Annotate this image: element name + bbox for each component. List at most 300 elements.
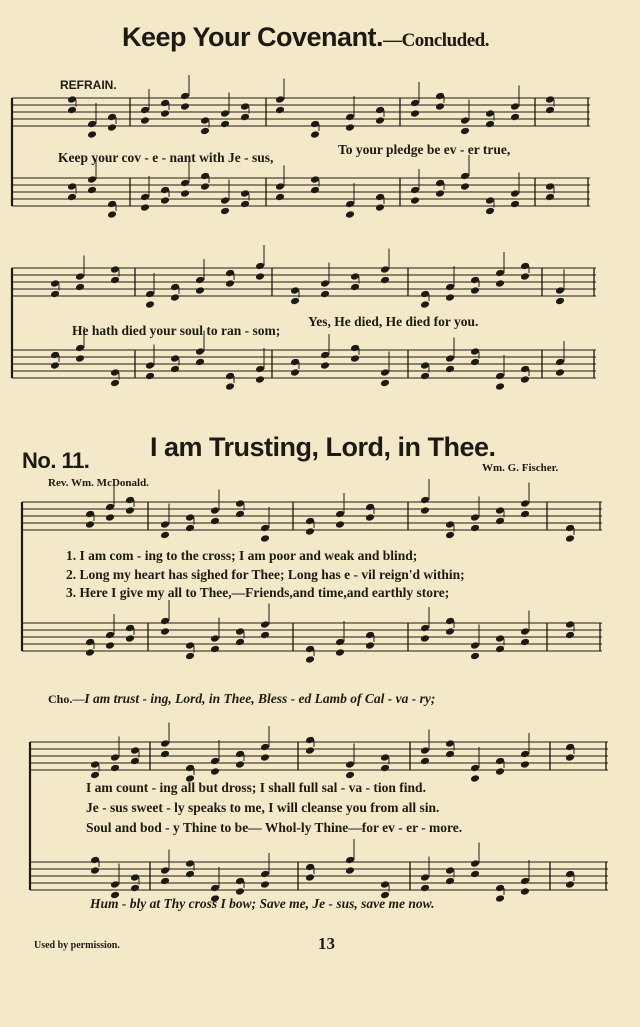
note-head	[260, 753, 270, 762]
note-head	[380, 265, 390, 274]
note-head	[235, 760, 245, 769]
note-head	[260, 880, 270, 889]
note-head	[195, 358, 205, 367]
note-head	[305, 863, 315, 872]
note-head	[350, 354, 360, 363]
note-head	[510, 189, 520, 198]
note-head	[310, 175, 320, 184]
note-head	[365, 513, 375, 522]
note-head	[345, 856, 355, 865]
composer-credit: Wm. G. Fischer.	[482, 462, 559, 474]
note-head	[105, 631, 115, 640]
note-head	[200, 172, 210, 181]
note-head	[520, 627, 530, 636]
note-head	[160, 531, 170, 540]
note-head	[67, 95, 77, 104]
note-head	[495, 757, 505, 766]
note-head	[180, 92, 190, 101]
staff	[12, 178, 590, 206]
note-head	[335, 510, 345, 519]
note-head	[420, 290, 430, 299]
note-head	[235, 887, 245, 896]
note-head	[445, 627, 455, 636]
note-head	[210, 645, 220, 654]
note-head	[225, 382, 235, 391]
note-head	[220, 120, 230, 129]
note-head	[160, 877, 170, 886]
note-head	[305, 736, 315, 745]
note-head	[200, 127, 210, 136]
note-head	[510, 200, 520, 209]
staff	[12, 350, 596, 378]
note-head	[220, 196, 230, 205]
note-head	[290, 286, 300, 295]
note-head	[220, 207, 230, 216]
note-head	[485, 207, 495, 216]
note-head	[365, 503, 375, 512]
note-head	[470, 276, 480, 285]
verse-line: 2. Long my heart has sighed for Thee; Long has e - vil reign'd within;	[66, 567, 465, 582]
note-head	[110, 880, 120, 889]
note-head	[380, 368, 390, 377]
note-head	[145, 372, 155, 381]
note-head	[160, 109, 170, 118]
note-head	[160, 186, 170, 195]
note-head	[107, 113, 117, 122]
permission-note: Used by permission.	[34, 940, 120, 951]
note-head	[345, 210, 355, 219]
note-head	[380, 276, 390, 285]
note-head	[260, 534, 270, 543]
lyric-line: Yes, He died, He died for you.	[308, 314, 479, 329]
note-head	[125, 624, 135, 633]
note-head	[565, 534, 575, 543]
note-head	[220, 109, 230, 118]
note-head	[565, 620, 575, 629]
note-head	[345, 113, 355, 122]
note-head	[50, 361, 60, 370]
refrain-label: REFRAIN.	[60, 78, 117, 92]
note-head	[520, 887, 530, 896]
note-head	[185, 859, 195, 868]
note-head	[110, 379, 120, 388]
note-head	[67, 182, 77, 191]
note-head	[105, 513, 115, 522]
note-head	[87, 175, 97, 184]
note-head	[75, 283, 85, 292]
note-head	[305, 746, 315, 755]
note-head	[350, 283, 360, 292]
note-head	[520, 499, 530, 508]
note-head	[410, 186, 420, 195]
note-head	[495, 506, 505, 515]
note-head	[420, 361, 430, 370]
note-head	[320, 279, 330, 288]
note-head	[470, 641, 480, 650]
note-head	[345, 123, 355, 132]
note-head	[420, 884, 430, 893]
note-head	[235, 750, 245, 759]
verse-line: I am count - ing all but dross; I shall full sal - va - tion find.	[86, 780, 426, 795]
note-head	[255, 375, 265, 384]
note-head	[375, 116, 385, 125]
note-head	[470, 524, 480, 533]
note-head	[420, 372, 430, 381]
note-head	[67, 106, 77, 115]
hymn-number: No. 11.	[22, 448, 90, 473]
note-head	[555, 286, 565, 295]
note-head	[90, 856, 100, 865]
note-head	[445, 283, 455, 292]
note-head	[140, 193, 150, 202]
note-head	[565, 880, 575, 889]
note-head	[210, 506, 220, 515]
note-head	[255, 365, 265, 374]
note-head	[375, 193, 385, 202]
note-head	[240, 113, 250, 122]
note-head	[565, 631, 575, 640]
note-head	[470, 358, 480, 367]
note-head	[260, 620, 270, 629]
note-head	[240, 200, 250, 209]
note-head	[345, 760, 355, 769]
note-head	[110, 764, 120, 773]
note-head	[87, 186, 97, 195]
note-head	[520, 365, 530, 374]
note-head	[110, 368, 120, 377]
chorus-line	[48, 690, 435, 708]
note-head	[420, 746, 430, 755]
note-head	[420, 300, 430, 309]
note-head	[380, 880, 390, 889]
note-head	[495, 884, 505, 893]
note-head	[90, 760, 100, 769]
note-head	[565, 743, 575, 752]
lyric-line: To your pledge be ev - er true,	[338, 142, 511, 157]
note-head	[90, 866, 100, 875]
note-head	[85, 638, 95, 647]
note-head	[380, 753, 390, 762]
staff	[12, 268, 596, 296]
note-head	[110, 265, 120, 274]
verse-line: 3. Here I give my all to Thee,—Friends,and time,and earthly store;	[66, 585, 450, 600]
note-head	[130, 757, 140, 766]
note-head	[75, 272, 85, 281]
note-head	[130, 873, 140, 882]
note-head	[235, 627, 245, 636]
note-head	[420, 873, 430, 882]
note-head	[420, 496, 430, 505]
note-head	[545, 106, 555, 115]
note-head	[495, 517, 505, 526]
note-head	[445, 750, 455, 759]
note-head	[180, 179, 190, 188]
note-head	[320, 351, 330, 360]
note-head	[460, 182, 470, 191]
note-head	[185, 764, 195, 773]
note-head	[320, 361, 330, 370]
note-head	[445, 877, 455, 886]
note-head	[510, 102, 520, 111]
note-head	[200, 182, 210, 191]
note-head	[410, 196, 420, 205]
note-head	[460, 116, 470, 125]
note-head	[460, 172, 470, 181]
note-head	[495, 372, 505, 381]
note-head	[345, 200, 355, 209]
note-head	[435, 102, 445, 111]
note-head	[107, 210, 117, 219]
note-head	[495, 279, 505, 288]
note-head	[445, 739, 455, 748]
note-head	[345, 771, 355, 780]
note-head	[470, 347, 480, 356]
verse-line: Soul and bod - y Thine to be— Whol-ly Thine—for ev - er - more.	[86, 820, 463, 835]
note-head	[180, 189, 190, 198]
lyricist-credit: Rev. Wm. McDonald.	[48, 477, 149, 489]
note-head	[240, 102, 250, 111]
note-head	[470, 774, 480, 783]
note-head	[170, 293, 180, 302]
note-head	[275, 95, 285, 104]
note-head	[235, 510, 245, 519]
note-head	[495, 269, 505, 278]
note-head	[170, 283, 180, 292]
note-head	[470, 513, 480, 522]
note-head	[185, 870, 195, 879]
note-head	[255, 272, 265, 281]
note-head	[225, 279, 235, 288]
note-head	[305, 517, 315, 526]
note-head	[495, 894, 505, 903]
note-head	[435, 92, 445, 101]
note-head	[107, 200, 117, 209]
note-head	[545, 193, 555, 202]
note-head	[235, 877, 245, 886]
note-head	[195, 347, 205, 356]
note-head	[445, 617, 455, 626]
note-head	[160, 196, 170, 205]
note-head	[145, 300, 155, 309]
note-head	[170, 354, 180, 363]
note-head	[420, 757, 430, 766]
note-head	[195, 276, 205, 285]
note-head	[180, 102, 190, 111]
note-head	[365, 631, 375, 640]
note-head	[555, 368, 565, 377]
note-head	[445, 354, 455, 363]
note-head	[420, 506, 430, 515]
note-head	[310, 186, 320, 195]
note-head	[485, 196, 495, 205]
note-head	[565, 524, 575, 533]
note-head	[520, 750, 530, 759]
note-head	[305, 527, 315, 536]
note-head	[160, 520, 170, 529]
note-head	[510, 113, 520, 122]
note-head	[445, 293, 455, 302]
note-head	[555, 358, 565, 367]
note-head	[485, 120, 495, 129]
note-head	[470, 286, 480, 295]
note-head	[335, 638, 345, 647]
note-head	[470, 652, 480, 661]
note-head	[310, 120, 320, 129]
note-head	[185, 641, 195, 650]
note-head	[520, 510, 530, 519]
note-head	[520, 262, 530, 271]
note-head	[495, 634, 505, 643]
note-head	[105, 503, 115, 512]
note-head	[485, 109, 495, 118]
page-number: 13	[318, 934, 335, 953]
note-head	[160, 99, 170, 108]
chorus-label: Cho.—	[48, 692, 85, 706]
note-head	[520, 638, 530, 647]
note-head	[260, 524, 270, 533]
concluded-label: —Concluded.	[383, 30, 489, 51]
note-head	[210, 634, 220, 643]
note-head	[160, 750, 170, 759]
note-head	[380, 764, 390, 773]
note-head	[107, 123, 117, 132]
note-head	[520, 760, 530, 769]
note-head	[305, 645, 315, 654]
note-head	[85, 510, 95, 519]
note-head	[290, 297, 300, 306]
note-head	[67, 193, 77, 202]
note-head	[140, 106, 150, 115]
note-head	[445, 365, 455, 374]
note-head	[90, 771, 100, 780]
note-head	[350, 344, 360, 353]
verse-line: Je - sus sweet - ly speaks to me, I will cleanse you from all sin.	[86, 800, 440, 815]
note-head	[225, 372, 235, 381]
note-head	[210, 517, 220, 526]
note-head	[290, 358, 300, 367]
note-head	[185, 513, 195, 522]
note-head	[460, 127, 470, 136]
note-head	[420, 624, 430, 633]
lyric-line: He hath died your soul to ran - som;	[72, 323, 281, 338]
note-head	[275, 193, 285, 202]
note-head	[50, 290, 60, 299]
note-head	[110, 753, 120, 762]
note-head	[200, 116, 210, 125]
note-head	[125, 634, 135, 643]
note-head	[50, 279, 60, 288]
note-head	[350, 272, 360, 281]
note-head	[110, 276, 120, 285]
note-head	[160, 739, 170, 748]
note-head	[260, 743, 270, 752]
chorus-text: Hum - bly at Thy cross I bow; Save me, Je - sus, save me now.	[90, 896, 435, 911]
note-head	[565, 870, 575, 879]
note-head	[520, 877, 530, 886]
note-head	[545, 182, 555, 191]
note-head	[305, 873, 315, 882]
note-head	[470, 764, 480, 773]
note-head	[445, 866, 455, 875]
note-head	[495, 645, 505, 654]
verse-line: 1. I am com - ing to the cross; I am poor and weak and blind;	[66, 548, 418, 563]
note-head	[520, 272, 530, 281]
note-head	[225, 269, 235, 278]
note-head	[210, 767, 220, 776]
note-head	[170, 365, 180, 374]
note-head	[275, 182, 285, 191]
note-head	[75, 344, 85, 353]
note-head	[160, 617, 170, 626]
note-head	[160, 866, 170, 875]
note-head	[130, 884, 140, 893]
note-head	[375, 106, 385, 115]
note-head	[555, 297, 565, 306]
note-head	[185, 524, 195, 533]
note-head	[130, 746, 140, 755]
note-head	[105, 641, 115, 650]
note-head	[240, 189, 250, 198]
note-head	[87, 120, 97, 129]
note-head	[260, 631, 270, 640]
note-head	[435, 179, 445, 188]
note-head	[495, 767, 505, 776]
note-head	[50, 351, 60, 360]
note-head	[365, 641, 375, 650]
note-head	[305, 655, 315, 664]
lyric-line: Keep your cov - e - nant with Je - sus,	[58, 150, 274, 165]
note-head	[255, 262, 265, 271]
note-head	[470, 859, 480, 868]
note-head	[145, 290, 155, 299]
note-head	[140, 203, 150, 212]
note-head	[545, 95, 555, 104]
note-head	[290, 368, 300, 377]
hymn-title: Keep Your Covenant.—Concluded.	[122, 22, 489, 52]
note-head	[375, 203, 385, 212]
note-head	[185, 652, 195, 661]
note-head	[235, 638, 245, 647]
note-head	[335, 520, 345, 529]
note-head	[125, 496, 135, 505]
note-head	[470, 870, 480, 879]
note-head	[380, 379, 390, 388]
note-head	[435, 189, 445, 198]
note-head	[445, 520, 455, 529]
note-head	[85, 648, 95, 657]
note-head	[345, 866, 355, 875]
note-head	[87, 130, 97, 139]
note-head	[195, 286, 205, 295]
staff	[12, 98, 590, 126]
note-head	[320, 290, 330, 299]
chorus-text: I am trust - ing, Lord, in Thee, Bless - ed Lamb of Cal - va - ry;	[84, 691, 436, 706]
note-head	[410, 109, 420, 118]
note-head	[85, 520, 95, 529]
note-head	[410, 99, 420, 108]
note-head	[275, 106, 285, 115]
note-head	[160, 627, 170, 636]
note-head	[260, 870, 270, 879]
note-head	[495, 382, 505, 391]
note-head	[565, 753, 575, 762]
note-head	[145, 361, 155, 370]
note-head	[75, 354, 85, 363]
note-head	[520, 375, 530, 384]
note-head	[235, 499, 245, 508]
note-head	[210, 884, 220, 893]
note-head	[125, 506, 135, 515]
